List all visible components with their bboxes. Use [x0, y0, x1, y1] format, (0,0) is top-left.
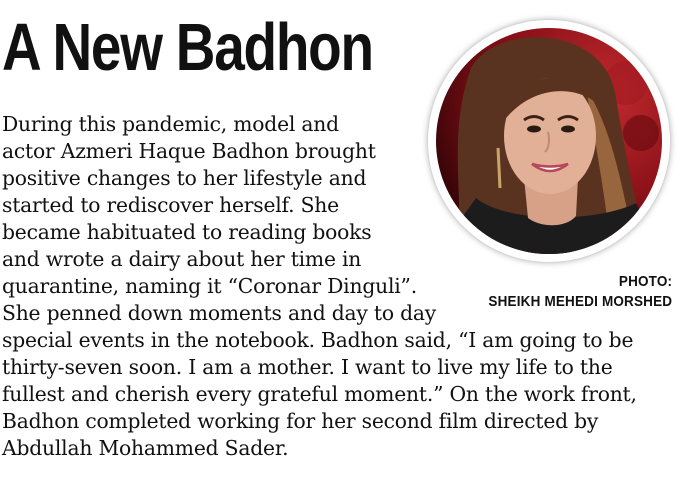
body-line: and wrote a dairy about her time in	[2, 247, 362, 271]
body-line: thirty-seven soon. I am a mother. I want to live my life to the	[2, 355, 613, 379]
body-line: actor Azmeri Haque Badhon brought	[2, 139, 376, 163]
body-line: quarantine, naming it “Coronar Dinguli”.	[2, 274, 417, 298]
photo-credit-label: PHOTO:	[618, 273, 672, 290]
body-line: started to rediscover herself. She	[2, 193, 339, 217]
photo-credit	[488, 272, 672, 312]
portrait-illustration	[436, 28, 662, 254]
body-line: positive changes to her lifestyle and	[2, 166, 367, 190]
photo-credit-name: SHEIKH MEHEDI MORSHED	[488, 293, 672, 310]
body-line: During this pandemic, model and	[2, 112, 339, 136]
headline: A New Badhon	[2, 10, 373, 85]
body-line: special events in the notebook. Badhon said, “I am going to be	[2, 328, 634, 352]
body-line: Abdullah Mohammed Sader.	[2, 436, 289, 460]
body-line: became habituated to reading books	[2, 220, 372, 244]
body-line: She penned down moments and day to day	[2, 301, 437, 325]
portrait-photo	[428, 20, 670, 262]
body-line: fullest and cherish every grateful moment.” On the work front,	[2, 382, 637, 406]
body-line: Badhon completed working for her second film directed by	[2, 409, 599, 433]
